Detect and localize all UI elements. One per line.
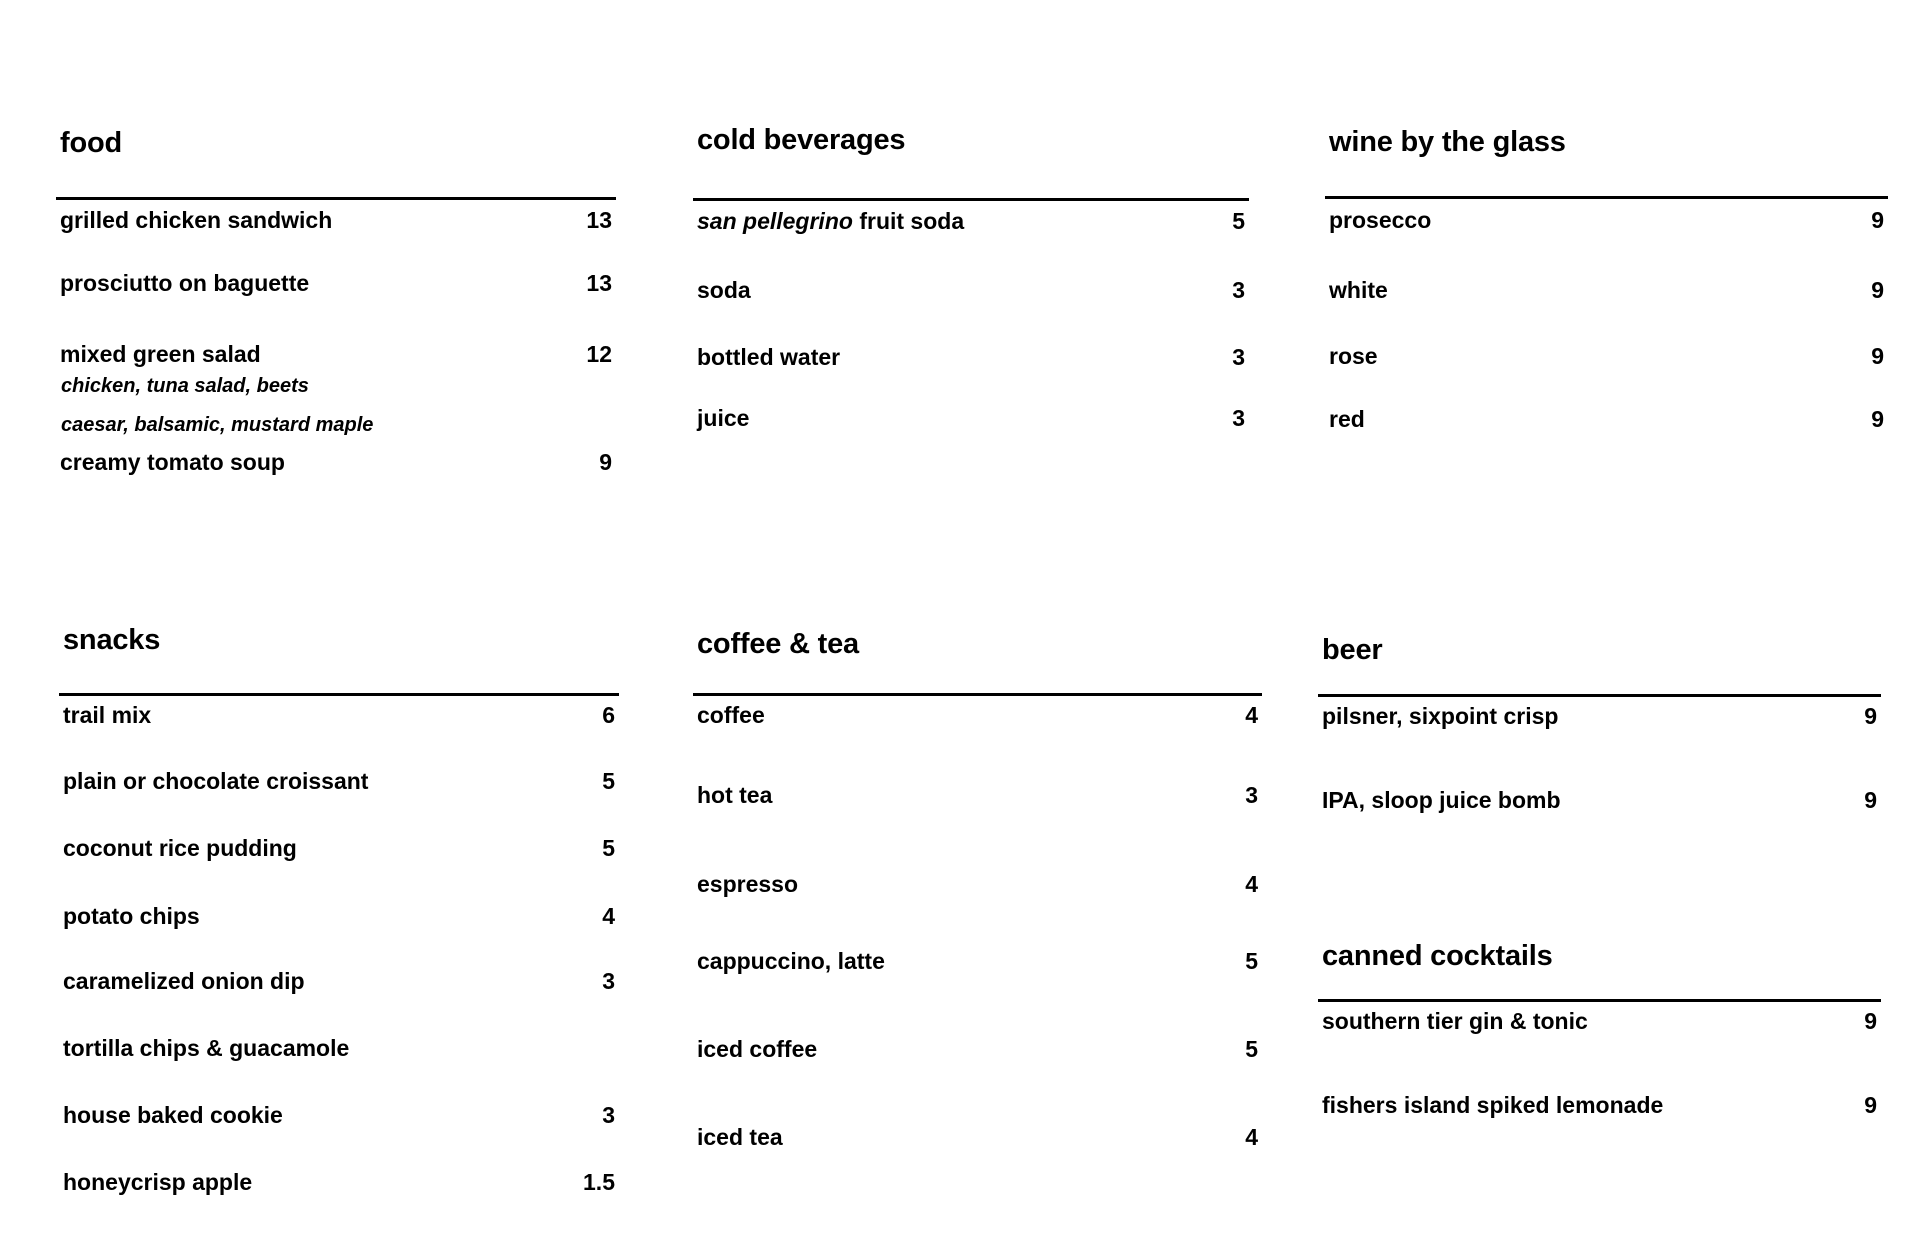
item-price: 5	[1245, 948, 1258, 974]
section-divider	[1318, 694, 1881, 697]
item-price: 3	[1232, 277, 1245, 303]
menu-item: pilsner, sixpoint crisp 9	[1322, 703, 1877, 729]
menu-item: rose 9	[1329, 343, 1884, 369]
section-divider	[59, 693, 619, 696]
item-price: 5	[602, 835, 615, 861]
section-title: food	[60, 127, 123, 159]
menu-item: mixed green salad 12	[60, 341, 612, 367]
item-price: 4	[1245, 871, 1258, 897]
item-price: 9	[1864, 1008, 1877, 1034]
brand-name: san pellegrino	[697, 208, 853, 234]
menu-item: fishers island spiked lemonade 9	[1322, 1092, 1877, 1118]
section-divider	[693, 198, 1249, 201]
menu-item: cappuccino, latte 5	[697, 948, 1258, 974]
menu-item: tortilla chips & guacamole	[63, 1035, 350, 1061]
menu-item: plain or chocolate croissant 5	[63, 768, 615, 794]
menu-item: prosecco 9	[1329, 207, 1884, 233]
beer-section	[1318, 632, 1881, 832]
menu-item: coconut rice pudding 5	[63, 835, 615, 861]
wine-section	[1325, 124, 1888, 454]
menu-item: white 9	[1329, 277, 1884, 303]
item-price: 13	[586, 207, 612, 233]
item-price: 3	[1232, 344, 1245, 370]
menu-item: honeycrisp apple 1.5	[63, 1169, 615, 1195]
menu-item: iced coffee 5	[697, 1036, 1258, 1062]
coffee-tea-section	[693, 626, 1262, 1166]
item-price: 4	[1245, 1124, 1258, 1150]
item-price: 3	[1232, 405, 1245, 431]
menu-item: house baked cookie 3	[63, 1102, 615, 1128]
menu-item: southern tier gin & tonic 9	[1322, 1008, 1877, 1034]
menu-item: espresso 4	[697, 871, 1258, 897]
food-section	[56, 125, 616, 485]
item-price: 13	[586, 270, 612, 296]
section-divider	[1318, 999, 1881, 1002]
item-price: 9	[599, 449, 612, 475]
section-divider	[1325, 196, 1888, 199]
item-price: 9	[1864, 703, 1877, 729]
item-price: 9	[1871, 406, 1884, 432]
section-title: wine by the glass	[1329, 126, 1566, 158]
menu-item: bottled water 3	[697, 344, 1245, 370]
menu-item: san pellegrino fruit soda 5	[697, 208, 1245, 234]
canned-cocktails-section	[1318, 938, 1881, 1138]
section-title: coffee & tea	[697, 628, 859, 660]
section-title: beer	[1322, 634, 1383, 666]
menu-item: caramelized onion dip 3	[63, 968, 615, 994]
menu-item: potato chips 4	[63, 903, 615, 929]
item-price: 5	[602, 768, 615, 794]
item-note: chicken, tuna salad, beets	[61, 375, 309, 397]
menu-item: juice 3	[697, 405, 1245, 431]
item-price: 3	[602, 1102, 615, 1128]
item-price: 3	[1245, 782, 1258, 808]
cold-beverages-section	[693, 122, 1249, 452]
section-title: snacks	[63, 624, 161, 656]
menu-item: trail mix 6	[63, 702, 615, 728]
menu-item: hot tea 3	[697, 782, 1258, 808]
item-price: 4	[602, 903, 615, 929]
section-divider	[56, 197, 616, 200]
menu-item: red 9	[1329, 406, 1884, 432]
menu-item: prosciutto on baguette 13	[60, 270, 612, 296]
snacks-section	[59, 622, 619, 1202]
menu-item: creamy tomato soup 9	[60, 449, 612, 475]
item-price: 1.5	[583, 1169, 615, 1195]
item-price: 9	[1871, 207, 1884, 233]
section-title: cold beverages	[697, 124, 906, 156]
section-divider	[693, 693, 1262, 696]
section-title: canned cocktails	[1322, 940, 1553, 972]
item-price: 6	[602, 702, 615, 728]
menu-item: IPA, sloop juice bomb 9	[1322, 787, 1877, 813]
menu-item: coffee 4	[697, 702, 1258, 728]
item-price: 12	[586, 341, 612, 367]
item-price: 5	[1245, 1036, 1258, 1062]
item-price: 9	[1871, 343, 1884, 369]
item-note: caesar, balsamic, mustard maple	[61, 414, 374, 436]
menu-item: iced tea 4	[697, 1124, 1258, 1150]
item-price: 9	[1871, 277, 1884, 303]
menu-item: grilled chicken sandwich 13	[60, 207, 612, 233]
item-price: 9	[1864, 1092, 1877, 1118]
item-price: 9	[1864, 787, 1877, 813]
menu-item: soda 3	[697, 277, 1245, 303]
item-price: 5	[1232, 208, 1245, 234]
item-price: 3	[602, 968, 615, 994]
item-price: 4	[1245, 702, 1258, 728]
